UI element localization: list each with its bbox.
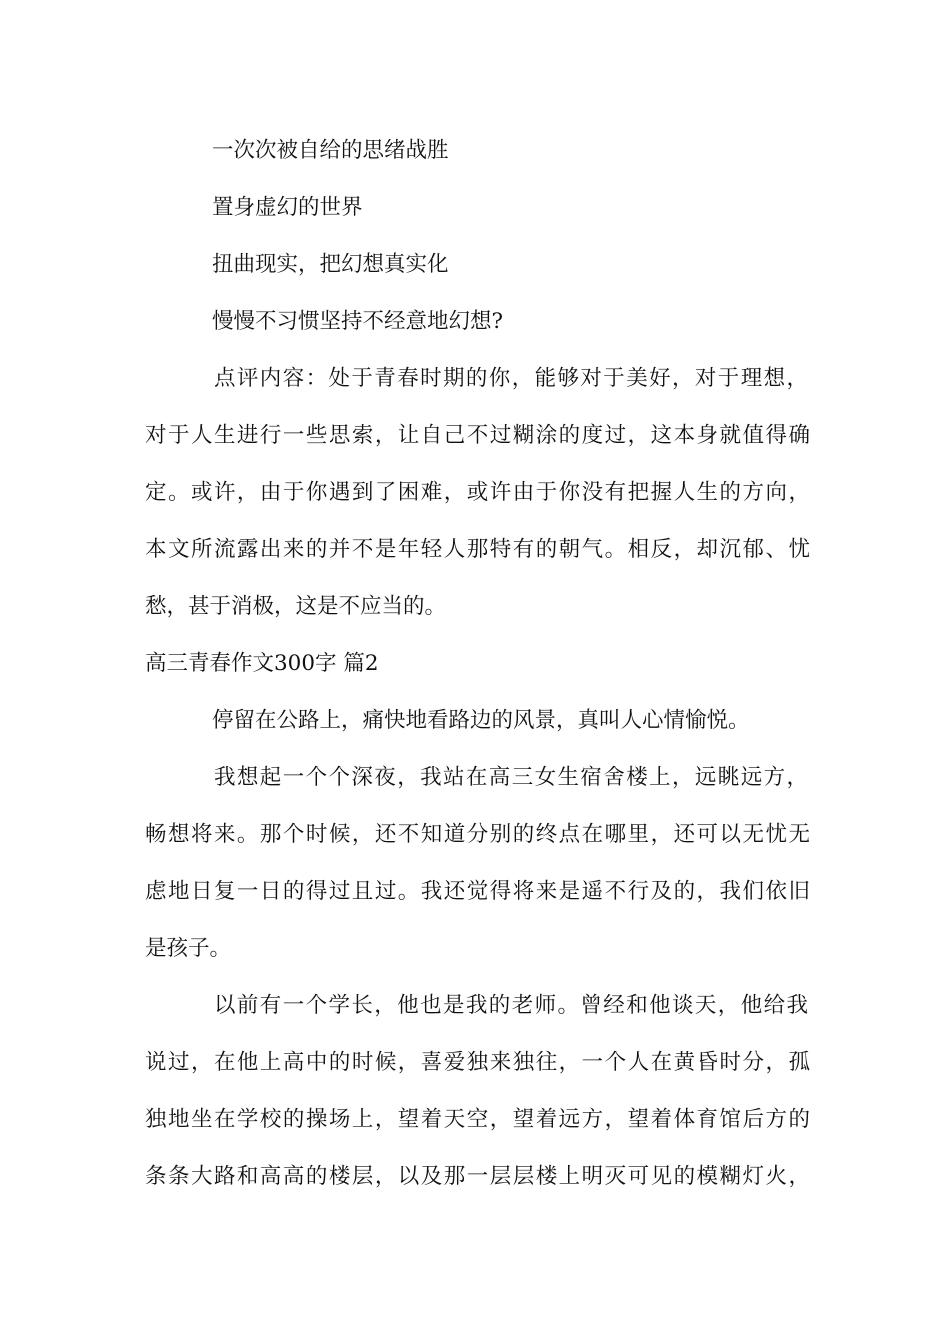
- paragraph-line: 是孩子。: [145, 936, 232, 961]
- poem-line: 慢慢不习惯坚持不经意地幻想?: [212, 309, 504, 334]
- poem-line: 一次次被自给的思绪战胜: [212, 138, 449, 163]
- paragraph-line: 以前有一个学长，他也是我的老师。曾经和他谈天，他给我: [214, 993, 808, 1018]
- comment-line: 对于人生进行一些思索，让自己不过糊涂的度过，这本身就值得确: [145, 423, 810, 448]
- comment-line: 点评内容：处于青春时期的你，能够对于美好，对于理想，: [214, 366, 808, 391]
- paragraph-line: 独地坐在学校的操场上，望着天空，望着远方，望着体育馆后方的: [145, 1107, 810, 1132]
- paragraph-line: 虑地日复一日的得过且过。我还觉得将来是遥不行及的，我们依旧: [145, 879, 810, 904]
- paragraph-line: 畅想将来。那个时候，还不知道分别的终点在哪里，还可以无忧无: [145, 822, 810, 847]
- paragraph-line: 我想起一个个深夜，我站在高三女生宿舍楼上，远眺远方，: [214, 765, 808, 790]
- paragraph-line: 说过，在他上高中的时候，喜爱独来独往，一个人在黄昏时分，孤: [145, 1050, 810, 1075]
- section-heading: 高三青春作文300字 篇2: [145, 651, 379, 676]
- comment-line: 定。或许，由于你遇到了困难，或许由于你没有把握人生的方向，: [145, 480, 810, 505]
- comment-line: 本文所流露出来的并不是年轻人那特有的朝气。相反，却沉郁、忧: [145, 537, 810, 562]
- poem-line: 置身虚幻的世界: [212, 195, 363, 220]
- poem-line: 扭曲现实，把幻想真实化: [212, 252, 449, 277]
- paragraph-line: 停留在公路上，痛快地看路边的风景，真叫人心情愉悦。: [212, 708, 750, 733]
- paragraph-line: 条条大路和高高的楼层，以及那一层层楼上明灭可见的模糊灯火，: [145, 1164, 810, 1189]
- comment-line: 愁，甚于消极，这是不应当的。: [145, 594, 447, 619]
